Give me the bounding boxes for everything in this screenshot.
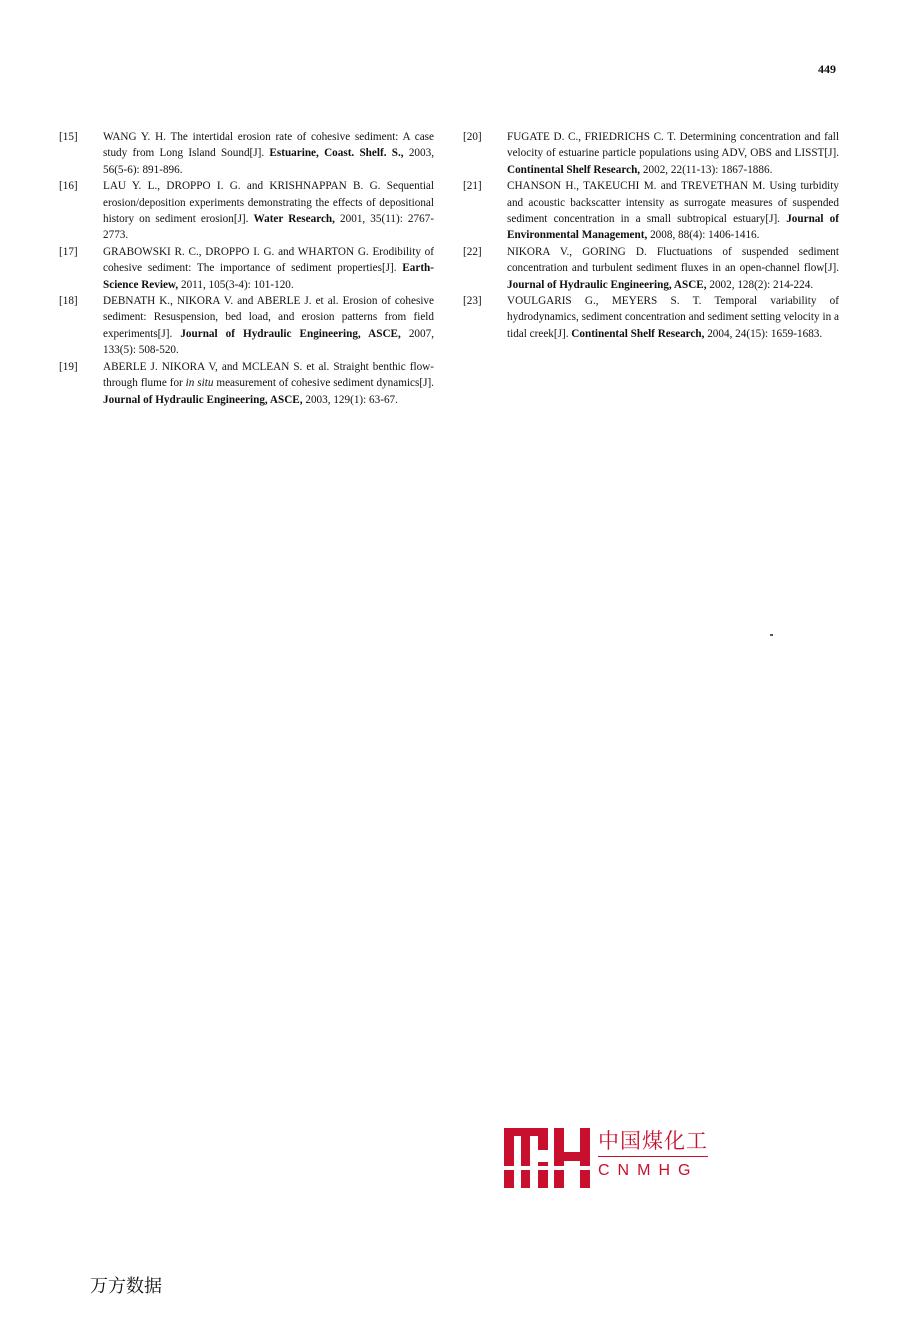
reference-fragment: LAU Y. L., DROPPO I. G. and KRISHNAPPAN B. G. Sequential erosion/deposition experiments demonstrating the effects of depositional history on sediment erosion[J]. [103,180,434,226]
reference-number: [21] [463,180,482,193]
reference-number: [15] [59,131,78,143]
reference-text [103,244,434,293]
reference-source: Journal of Hydraulic Engineering, ASCE, [507,278,707,291]
reference-number: [22] [463,245,482,258]
reference-emphasis: in situ [185,377,214,390]
reference-fragment: measurement of cohesive sediment dynamics[J]. [213,377,434,390]
reference-text [103,129,434,178]
reference-fragment: WANG Y. H. The intertidal erosion rate of cohesive sediment: A case study from Long Island Sound[J]. [103,131,434,160]
reference-item [59,129,434,178]
references-left-column [59,129,434,408]
reference-source: Earth-Science Review, [103,262,434,291]
reference-item [59,293,434,359]
logo-mark [504,1128,590,1188]
reference-text [507,244,839,293]
reference-number: [17] [59,245,78,258]
reference-text [103,293,434,359]
reference-fragment: DEBNATH K., NIKORA V. and ABERLE J. et al. Erosion of cohesive sediment: Resuspension, bed load, and erosion patterns from field experiments[J]. [103,295,434,340]
reference-fragment: 2001, 35(11): 2767-2773. [103,213,434,242]
watermark: 万方数据 [90,1276,162,1297]
reference-item [463,129,839,178]
reference-fragment: 2002, 128(2): 214-224. [706,278,814,291]
reference-source: Continental Shelf Research, [507,163,641,176]
reference-source: Journal of Environmental Management, [507,213,840,242]
reference-item [59,359,434,408]
reference-number: [23] [463,295,482,308]
reference-item [463,178,839,244]
reference-fragment: 2004, 24(15): 1659-1683. [704,327,823,340]
reference-text [103,178,434,244]
logo-english-text: CNMHG [598,1162,699,1179]
reference-fragment: FUGATE D. C., FRIEDRICHS C. T. Determining concentration and fall velocity of estuarine particle populations using ADV, OBS and LISST[J]. [507,131,839,160]
reference-item [59,178,434,244]
reference-number: [19] [59,360,78,373]
reference-source: Journal of Hydraulic Engineering, ASCE, [180,327,401,340]
reference-fragment: 2007, 133(5): 508-520. [103,327,434,357]
reference-item [59,244,434,293]
reference-text [507,178,839,244]
reference-fragment: CHANSON H., TAKEUCHI M. and TREVETHAN M. Using turbidity and acoustic backscatter intensity as surrogate measures of suspended sediment concentration in a small subtropical estuary[J]. [507,180,839,226]
reference-text [507,293,839,342]
publisher-logo [504,1128,708,1188]
reference-source: Journal of Hydraulic Engineering, ASCE, [103,393,303,406]
reference-fragment: NIKORA V., GORING D. Fluctuations of suspended sediment concentration and turbulent sediment fluxes in an open-channel flow[J]. [507,245,839,275]
reference-fragment: 2008, 88(4): 1406-1416. [647,229,760,242]
reference-item [463,293,839,342]
reference-item [463,244,839,293]
reference-text [103,359,434,408]
reference-fragment: 2003, 56(5-6): 891-896. [103,147,434,176]
reference-source: Estuarine, Coast. Shelf. S., [269,147,404,160]
reference-text [507,129,839,178]
scan-speck [770,634,773,636]
reference-number: [18] [59,295,78,308]
reference-fragment: 2011, 105(3-4): 101-120. [178,278,294,291]
reference-fragment: VOULGARIS G., MEYERS S. T. Temporal variability of hydrodynamics, sediment concentration and sediment setting velocity in a tidal creek[J]. [507,295,839,340]
reference-source: Continental Shelf Research, [571,327,705,340]
logo-chinese-text: 中国煤化工 [598,1128,708,1157]
reference-number: [16] [59,180,78,193]
reference-fragment: ABERLE J. NIKORA V, and MCLEAN S. et al. Straight benthic flow-through flume for [103,360,434,390]
reference-source: Water Research, [253,213,335,226]
page-number: 449 [818,62,836,76]
reference-number: [20] [463,131,482,143]
reference-fragment: GRABOWSKI R. C., DROPPO I. G. and WHARTON G. Erodibility of cohesive sediment: The importance of sediment properties[J]. [103,245,434,275]
references-right-column [463,129,839,342]
reference-fragment: 2002, 22(11-13): 1867-1886. [640,163,773,176]
reference-fragment: 2003, 129(1): 63-67. [302,393,398,406]
